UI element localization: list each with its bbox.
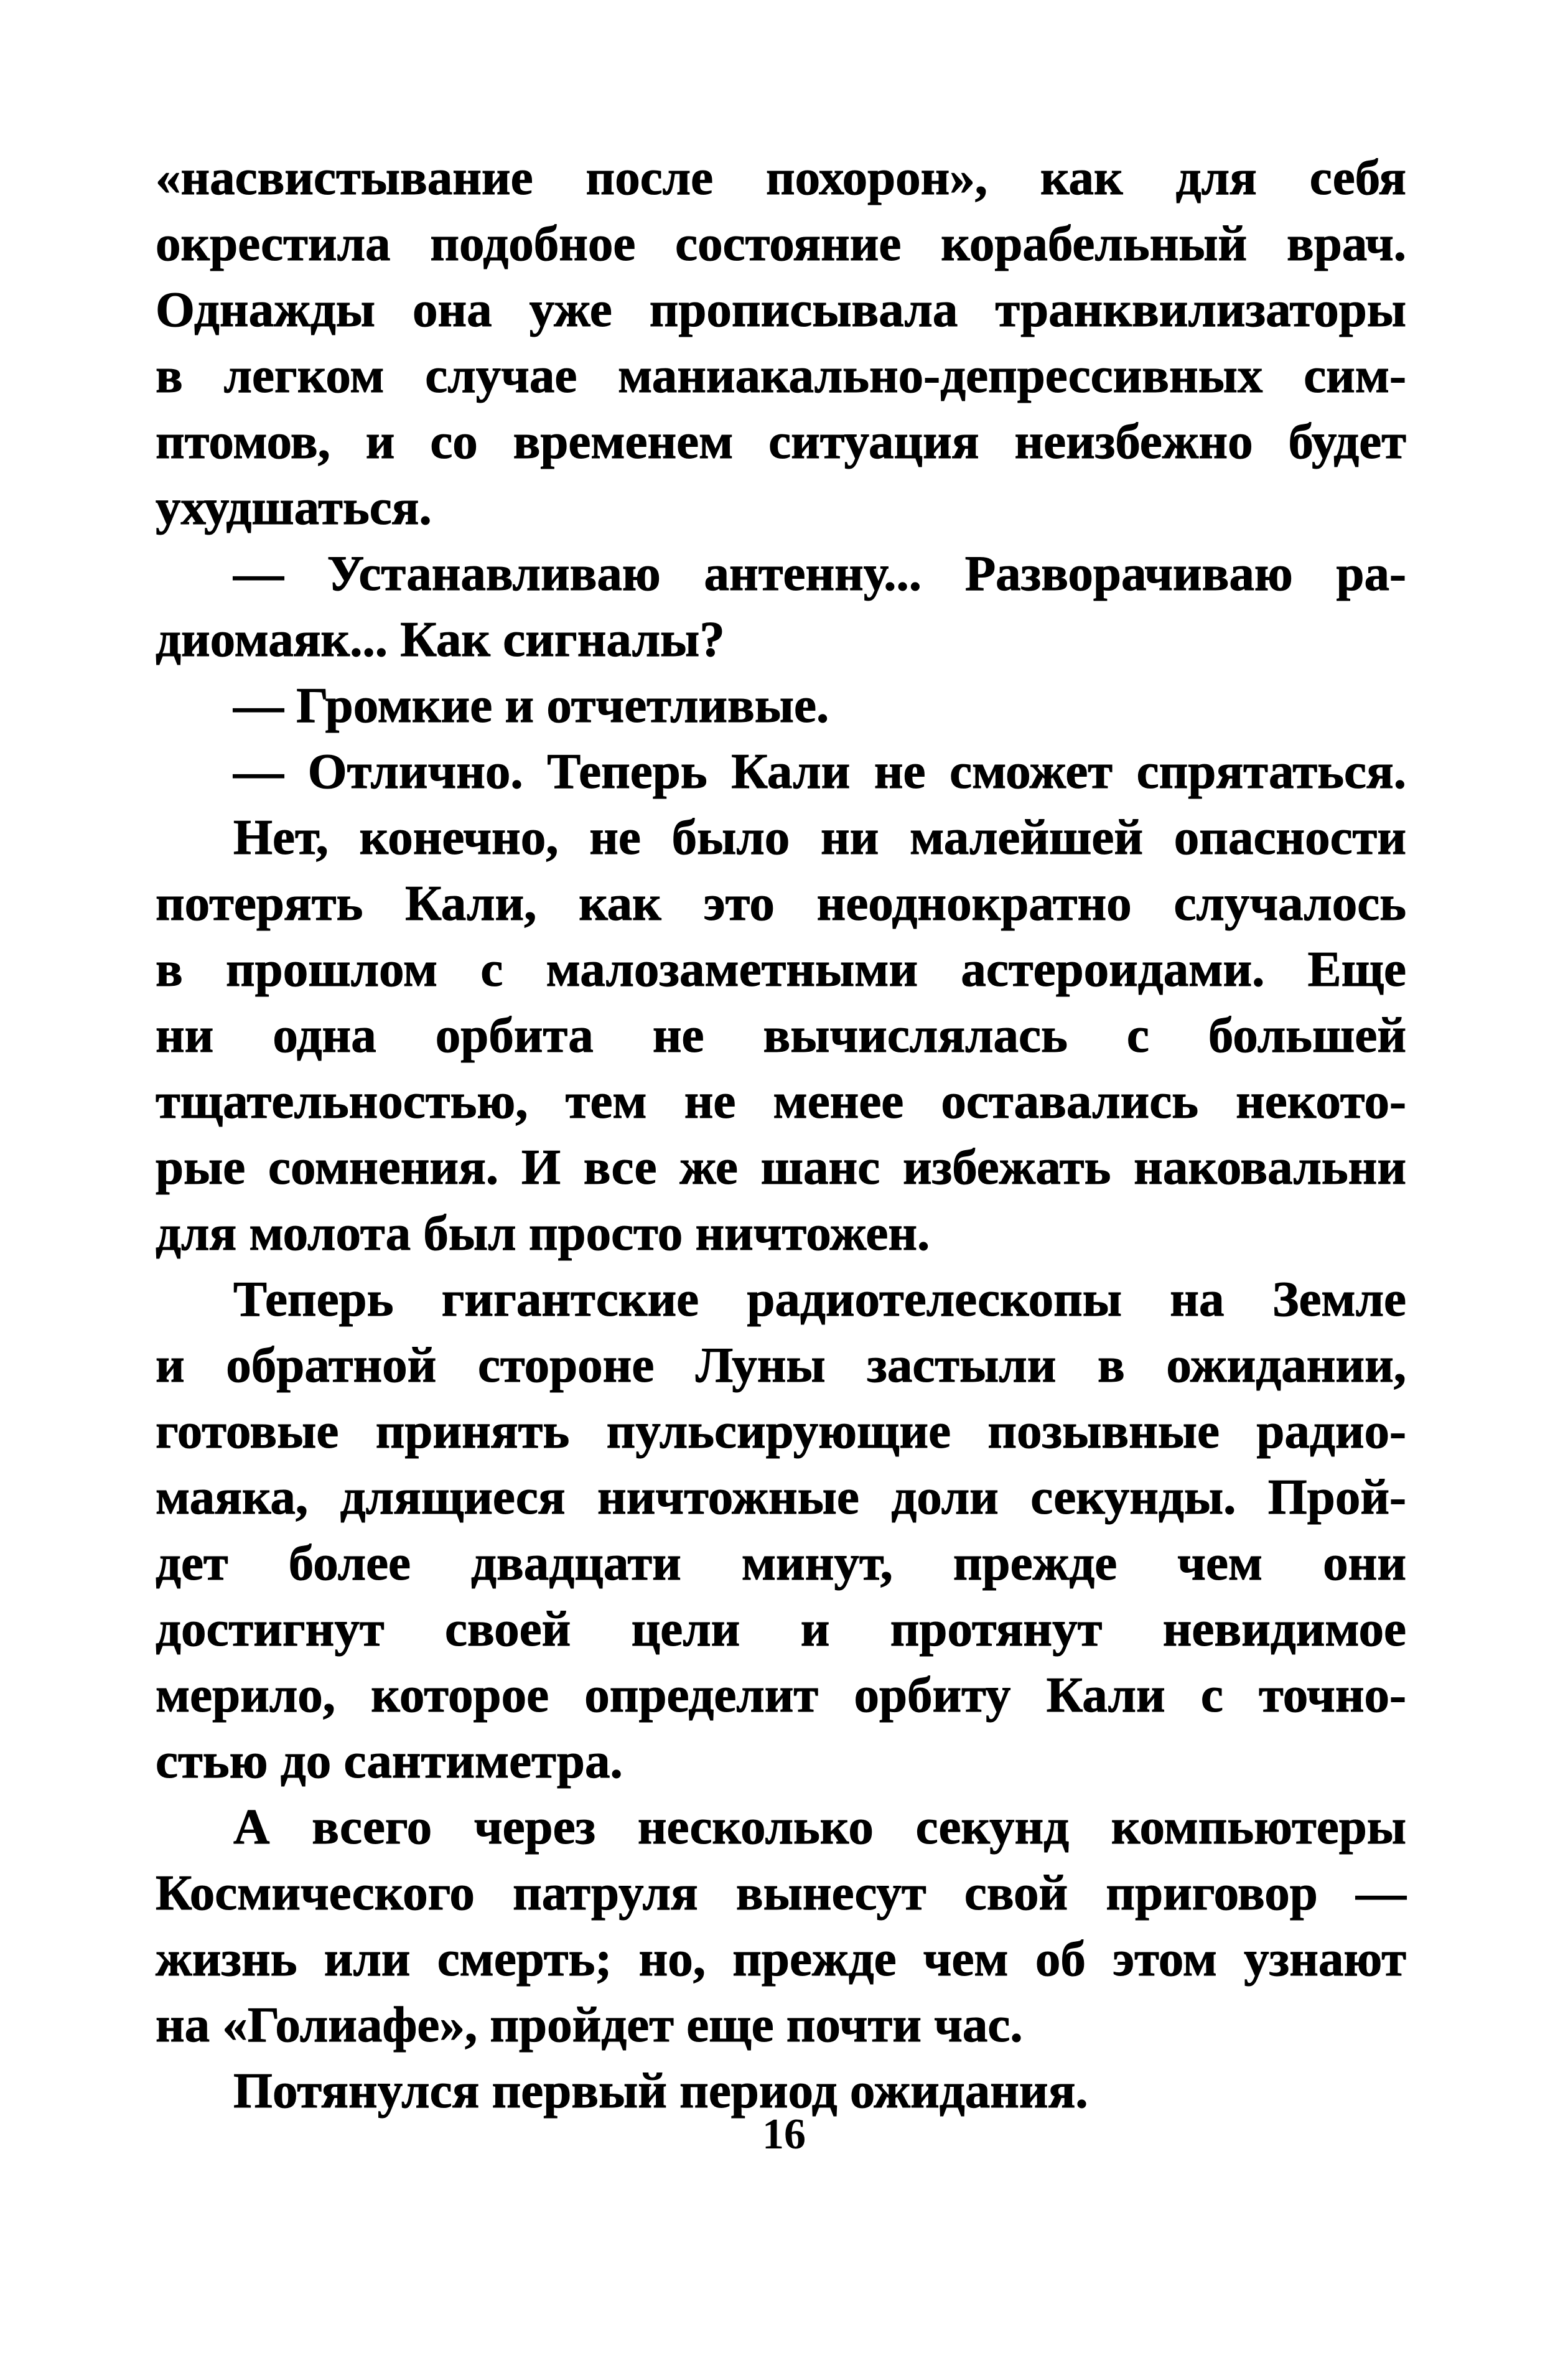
text-line: мерило, которое определит орбиту Кали с точно- [156, 1667, 1406, 1723]
text-line: птомов, и со временем ситуация неизбежно будет [156, 413, 1406, 469]
text-line: Космического патруля вынесут свой приговор — [156, 1865, 1406, 1921]
text-line: на «Голиафе», пройдет еще почти час. [156, 1997, 1023, 2053]
text-line: в легком случае маниакально-депрессивных сим- [156, 347, 1406, 403]
text-line: Теперь гигантские радиотелескопы на Земле [233, 1271, 1406, 1327]
text-line: дет более двадцати минут, прежде чем они [156, 1535, 1406, 1591]
text-line: потерять Кали, как это неоднократно случалось [156, 875, 1406, 931]
text-line: жизнь или смерть; но, прежде чем об этом узнают [156, 1931, 1406, 1987]
text-line: Нет, конечно, не было ни малейшей опасности [233, 809, 1406, 865]
paragraph-5 [156, 804, 1406, 1266]
text-line: А всего через несколько секунд компьютеры [233, 1799, 1406, 1855]
text-line: — Громкие и отчетливые. [233, 677, 829, 733]
text-line: ни одна орбита не вычислялась с большей [156, 1007, 1406, 1063]
text-line: Однажды она уже прописывала транквилизаторы [156, 281, 1406, 337]
text-line: рые сомнения. И все же шанс избежать наковальни [156, 1139, 1406, 1195]
text-line: Потянулся первый период ожидания. [233, 2063, 1088, 2119]
page-body [156, 144, 1406, 2124]
paragraph-6 [156, 1266, 1406, 1794]
text-line: «насвистывание после похорон», как для себя [156, 149, 1406, 205]
paragraph-3 [156, 672, 1406, 738]
paragraph-7 [156, 1794, 1406, 2058]
text-line: ухудшаться. [156, 479, 432, 535]
text-line: стью до сантиметра. [156, 1733, 623, 1789]
text-line: достигнут своей цели и протянут невидимое [156, 1601, 1406, 1657]
text-line: маяка, длящиеся ничтожные доли секунды. Прой- [156, 1469, 1406, 1525]
paragraph-1 [156, 144, 1406, 540]
text-line: для молота был просто ничтожен. [156, 1205, 930, 1261]
paragraph-2 [156, 540, 1406, 672]
text-line: — Устанавливаю антенну... Разворачиваю ра- [233, 545, 1406, 601]
text-line: в прошлом с малозаметными астероидами. Еще [156, 941, 1406, 997]
page-number: 16 [762, 2110, 806, 2158]
text-line: и обратной стороне Луны застыли в ожидании, [156, 1337, 1406, 1393]
text-line: — Отлично. Теперь Кали не сможет спрятаться. [233, 743, 1406, 799]
text-line: готовые принять пульсирующие позывные радио- [156, 1403, 1406, 1459]
text-line: тщательностью, тем не менее оставались некото- [156, 1073, 1406, 1129]
text-line: диомаяк... Как сигналы? [156, 611, 725, 667]
text-line: окрестила подобное состояние корабельный врач. [156, 215, 1406, 271]
paragraph-4 [156, 738, 1406, 804]
